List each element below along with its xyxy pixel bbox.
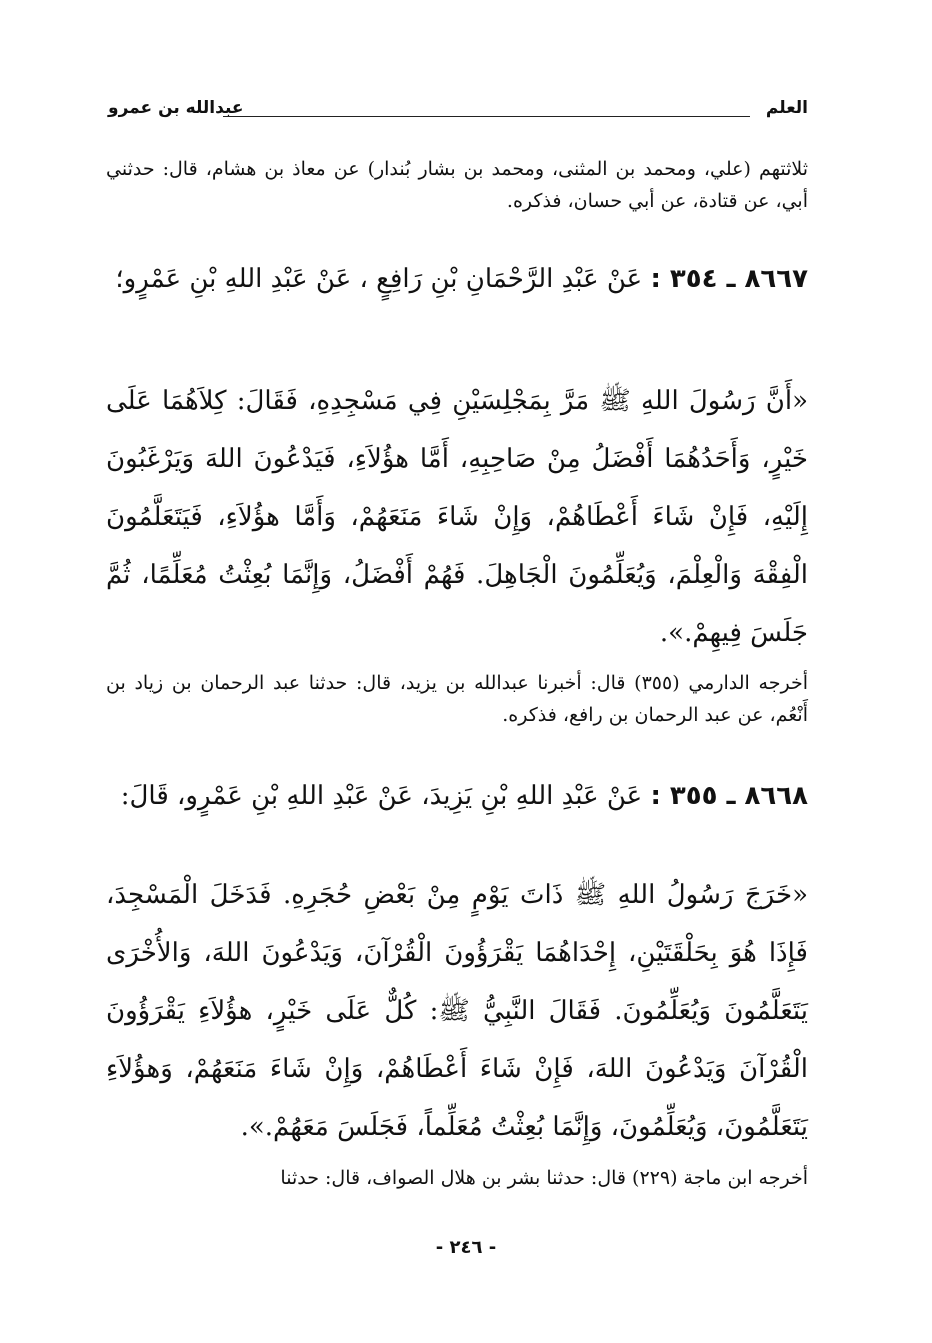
chapter-title: العلم xyxy=(765,98,808,118)
narrator-title: عبدالله بن عمرو xyxy=(108,98,244,118)
hadith-matn-8668 xyxy=(106,866,808,1156)
hadith-number: ٨٦٦٨ ـ ٣٥٥ : xyxy=(650,781,808,811)
hadith-matn-8667 xyxy=(106,372,808,662)
hadith-chain: عَنْ عَبْدِ اللهِ بْنِ يَزِيدَ، عَنْ عَبْدِ اللهِ بْنِ عَمْرٍو، قَالَ: xyxy=(120,781,643,811)
hadith-number: ٨٦٦٧ ـ ٣٥٤ : xyxy=(650,264,808,294)
hadith-heading-8667 xyxy=(106,250,808,308)
hadith-text: «أَنَّ رَسُولَ اللهِ ﷺ مَرَّ بِمَجْلِسَيْنِ فِي مَسْجِدِهِ، فَقَالَ: كِلاَهُمَا عَلَى خَيْرٍ، وَأَحَدُهُمَا أَفْضَلُ مِنْ صَاحِبِهِ، أَمَّا هؤُلاَءِ، فَيَدْعُونَ اللهَ وَيَرْغَبُونَ إِلَيْهِ، فَإِنْ شَاءَ أَعْطَاهُمْ، وَإِنْ شَاءَ مَنَعَهُمْ، وَأَمَّا هؤُلاَءِ، فَيَتَعَلَّمُونَ الْفِقْهَ وَالْعِلْمَ، وَيُعَلِّمُونَ الْجَاهِلَ. فَهُمْ أَفْضَلُ، وَإِنَّمَا بُعِثْتُ مُعَلِّمًا، ثُمَّ جَلَسَ فِيهِمْ.». xyxy=(106,386,808,648)
source-note-text: أخرجه ابن ماجة (٢٢٩) قال: حدثنا بشر بن هلال الصواف، قال: حدثنا xyxy=(280,1167,808,1189)
source-note-darimi xyxy=(106,667,808,731)
source-note-ibn-majah xyxy=(106,1162,808,1194)
page-number: - ٢٤٦ - xyxy=(435,1237,497,1258)
hadith-heading-8668 xyxy=(106,767,808,825)
source-note-text: ثلاثتهم (علي، ومحمد بن المثنى، ومحمد بن بشار بُندار) عن معاذ بن هشام، قال: حدثني أبي، عن قتادة، عن أبي حسان، فذكره. xyxy=(106,158,808,212)
source-note-text: أخرجه الدارمي (٣٥٥) قال: أخبرنا عبدالله بن يزيد، قال: حدثنا عبد الرحمان بن زياد بن أَنْعُم، عن عبد الرحمان بن رافع، فذكره. xyxy=(106,672,808,726)
header-rule xyxy=(223,116,750,117)
running-header xyxy=(108,98,808,128)
source-note-continued xyxy=(106,153,808,217)
hadith-chain: عَنْ عَبْدِ الرَّحْمَانِ بْنِ رَافِعٍ ، عَنْ عَبْدِ اللهِ بْنِ عَمْرٍو؛ xyxy=(115,264,643,294)
hadith-text: «خَرَجَ رَسُولُ اللهِ ﷺ ذَاتَ يَوْمٍ مِنْ بَعْضِ حُجَرِهِ. فَدَخَلَ الْمَسْجِدَ، فَإِذَا هُوَ بِحَلْقَتَيْنِ، إِحْدَاهُمَا يَقْرَؤُونَ الْقُرْآنَ، وَيَدْعُونَ اللهَ، وَالأُخْرَى يَتَعَلَّمُونَ وَيُعَلِّمُونَ. فَقَالَ النَّبِيُّ ﷺ: كُلٌّ عَلَى خَيْرٍ، هؤُلاَءِ يَقْرَؤُونَ الْقُرْآنَ وَيَدْعُونَ اللهَ، فَإِنْ شَاءَ أَعْطَاهُمْ، وَإِنْ شَاءَ مَنَعَهُمْ، وَهؤُلاَءِ يَتَعَلَّمُونَ، وَيُعَلِّمُونَ، وَإِنَّمَا بُعِثْتُ مُعَلِّماً، فَجَلَسَ مَعَهُمْ.». xyxy=(106,880,808,1142)
